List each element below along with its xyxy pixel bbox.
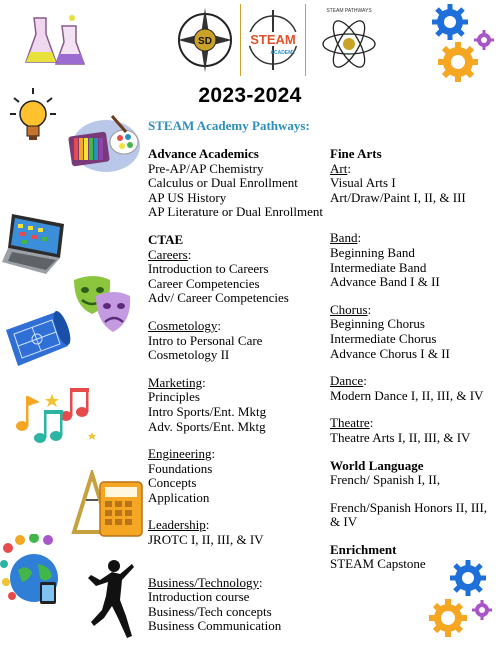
section-heading: Enrichment (330, 541, 397, 557)
subsection-heading: Art (330, 160, 348, 176)
marketing-section: Marketing: Principles Intro Sports/Ent. Mktg Adv. Sports/Ent. Mktg (148, 376, 333, 434)
svg-text:ACADEMY: ACADEMY (270, 50, 296, 56)
tech-globe-icon (0, 534, 66, 608)
subsection-heading: Band (330, 230, 358, 246)
right-column (330, 147, 500, 585)
course-item: Business/Tech concepts (148, 603, 272, 619)
course-item: Adv. Sports/Ent. Mktg (148, 418, 266, 434)
course-item: AP US History (148, 189, 227, 205)
course-item: Intro to Personal Care (148, 332, 263, 348)
course-item: Foundations (148, 460, 213, 476)
blueprint-icon (2, 306, 72, 372)
course-item: Beginning Chorus (330, 316, 425, 332)
world-language-section (330, 459, 500, 530)
advance-academics-section (148, 147, 333, 220)
subsection-heading: Theatre (330, 415, 370, 431)
theater-masks-icon (70, 272, 136, 338)
subsection-heading: Cosmetology (148, 317, 218, 333)
subsection-heading: Business/Technology (148, 574, 260, 590)
course-item: Intro Sports/Ent. Mktg (148, 403, 267, 419)
leadership-section: Leadership: JROTC I, II, III, & IV (148, 518, 333, 547)
subsection-heading: Leadership (148, 517, 206, 533)
course-item: Pre-AP/AP Chemistry (148, 160, 264, 176)
course-item: Intermediate Chorus (330, 330, 437, 346)
subsection-heading: Engineering (148, 446, 212, 462)
subsection-heading: Dance (330, 373, 364, 389)
fine-arts-section: Fine Arts Art: Visual Arts I Art/Draw/Paint I, II, & III (330, 147, 500, 205)
course-item: Visual Arts I (330, 175, 396, 191)
course-item: Beginning Band (330, 244, 415, 260)
laptop-icon (2, 210, 68, 278)
section-heading: CTAE (148, 231, 184, 247)
left-column (148, 147, 333, 647)
course-item: Calculus or Dual Enrollment (148, 175, 298, 191)
steam-pathways-logo (318, 4, 380, 76)
course-item: Advance Band I & II (330, 274, 440, 290)
course-item: Theatre Arts I, II, III, & IV (330, 429, 471, 445)
course-item: Art/Draw/Paint I, II, & III (330, 189, 466, 205)
section-heading: Advance Academics (148, 146, 259, 161)
course-item: JROTC I, II, III, & IV (148, 532, 264, 548)
subsection-heading: Chorus (330, 301, 368, 317)
course-item: Application (148, 489, 210, 505)
section-heading: Fine Arts (330, 146, 382, 161)
course-item: Introduction course (148, 589, 250, 605)
subsection-heading: Marketing (148, 374, 203, 390)
course-item: French/Spanish Honors II, III, & IV (330, 499, 488, 530)
chorus-section: Chorus: Beginning Chorus Intermediate Chorus Advance Chorus I & II (330, 303, 500, 361)
course-item: Concepts (148, 475, 197, 491)
svg-text:STEAM PATHWAYS: STEAM PATHWAYS (326, 8, 372, 14)
steam-academy-logo (240, 4, 306, 76)
svg-text:SD: SD (198, 36, 212, 47)
enrichment-section (330, 543, 500, 572)
band-section: Band: Beginning Band Intermediate Band Advance Band I & II (330, 231, 500, 289)
course-item: Cosmetology II (148, 347, 230, 363)
school-crest-logo (176, 4, 234, 76)
course-item: Introduction to Careers (148, 261, 269, 277)
course-item: French/ Spanish I, II, (330, 472, 441, 488)
engineering-calculator-icon (70, 470, 146, 540)
ctae-section: CTAE Careers: Introduction to Careers Career Competencies Adv/ Career Competencies (148, 233, 333, 306)
course-item: Advance Chorus I & II (330, 345, 450, 361)
section-heading: World Language (330, 457, 424, 473)
theatre-section: Theatre: Theatre Arts I, II, III, & IV (330, 416, 500, 445)
subsection-heading: Careers (148, 246, 188, 262)
course-item: Career Competencies (148, 275, 260, 291)
gears-icon (428, 4, 496, 86)
school-year-heading: 2023-2024 (198, 84, 302, 107)
engineering-section: Engineering: Foundations Concepts Application (148, 447, 333, 505)
course-item: STEAM Capstone (330, 556, 426, 572)
course-item: Adv/ Career Competencies (148, 290, 289, 306)
dancer-silhouette-icon (86, 556, 136, 644)
svg-text:STEAM: STEAM (250, 32, 296, 47)
course-item: Intermediate Band (330, 259, 427, 275)
music-notes-icon (12, 386, 98, 448)
course-item: Modern Dance I, II, III, & IV (330, 387, 484, 403)
cosmetology-section: Cosmetology: Intro to Personal Care Cosmetology II (148, 319, 333, 363)
pathways-title: STEAM Academy Pathways: (148, 118, 310, 133)
paint-palette-icon (66, 112, 142, 176)
dance-section: Dance: Modern Dance I, II, III, & IV (330, 374, 500, 403)
course-item: Principles (148, 389, 200, 405)
course-item: AP Literature or Dual Enrollment (148, 204, 323, 220)
business-technology-section: Business/Technology: Introduction course Business/Tech concepts Business Communication (148, 576, 333, 634)
course-item: Business Communication (148, 618, 282, 634)
chemistry-flasks-icon (24, 12, 90, 70)
